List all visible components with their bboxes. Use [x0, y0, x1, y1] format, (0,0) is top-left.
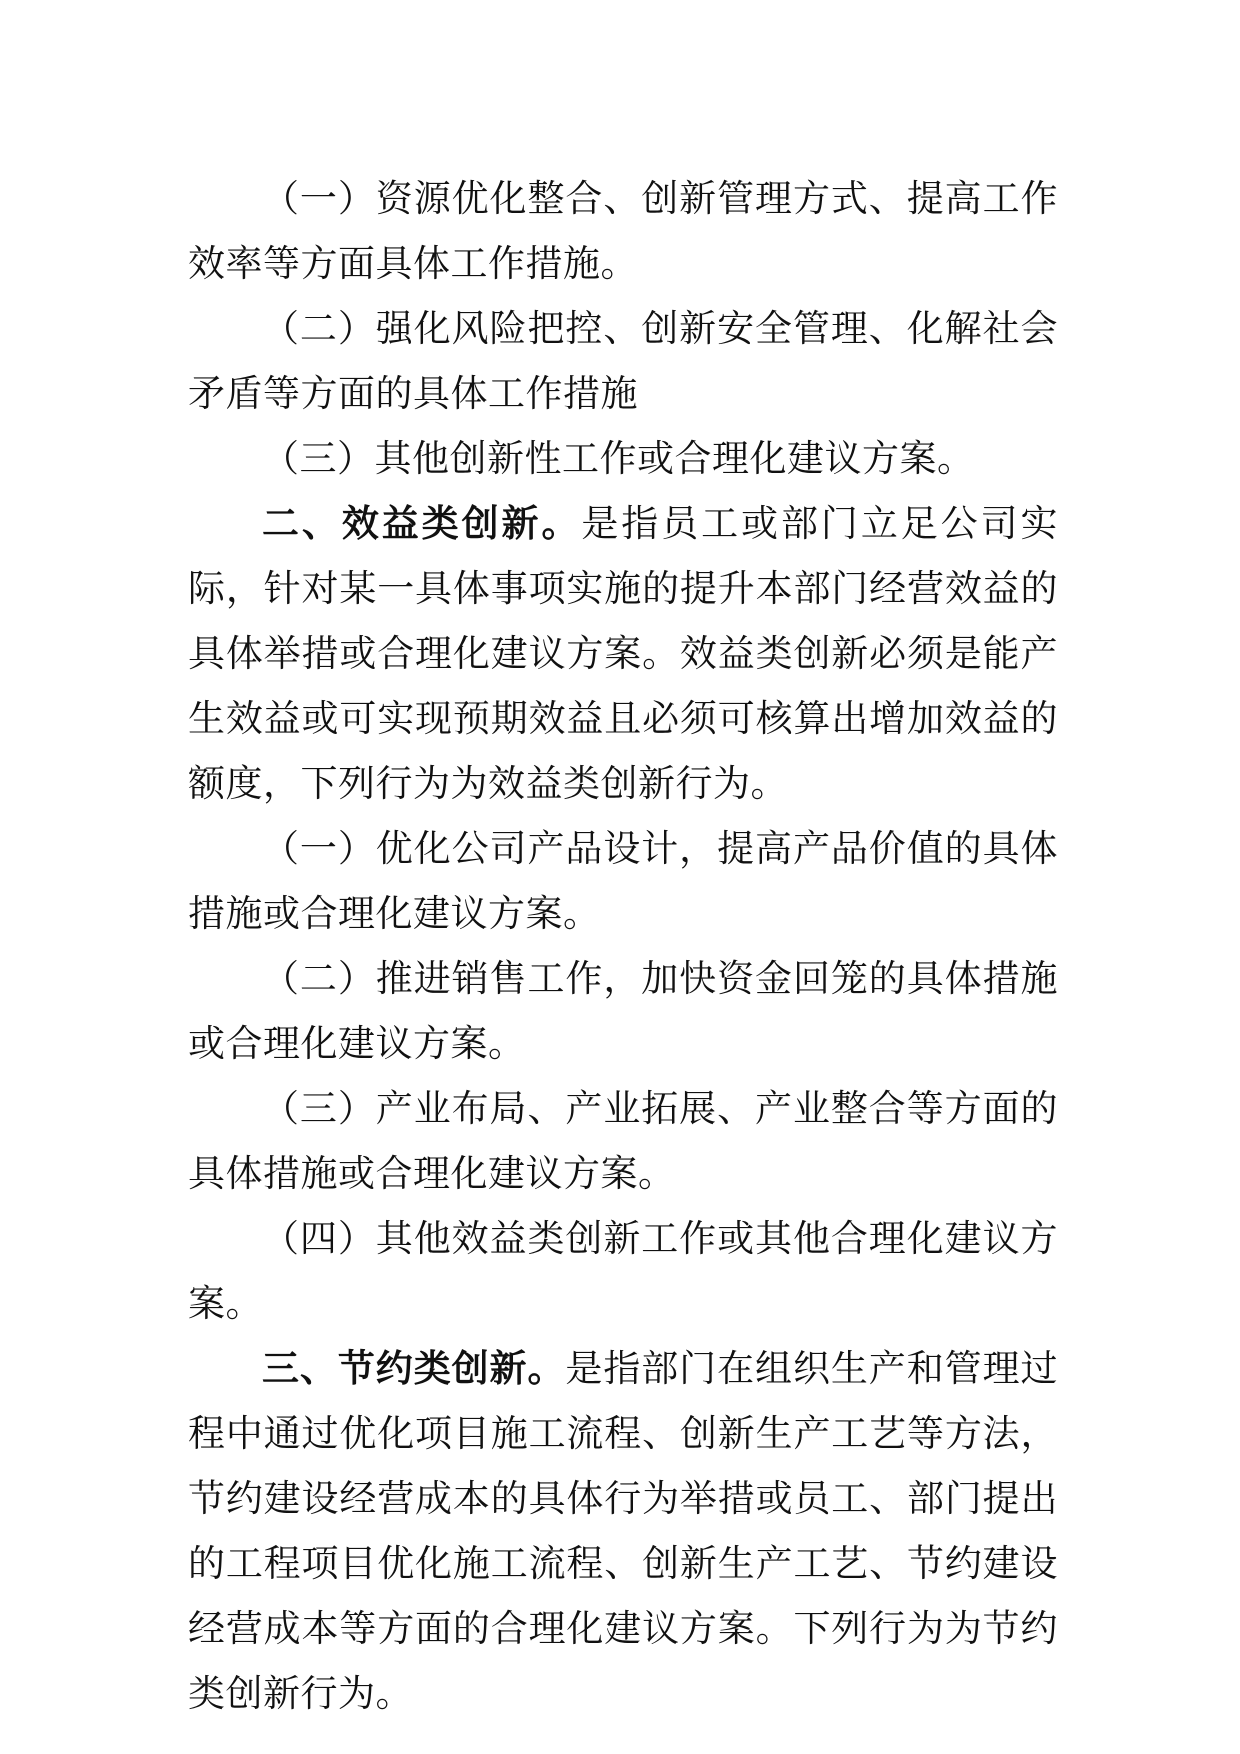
paragraph-text: （一）资源优化整合、创新管理方式、提高工作效率等方面具体工作措施。: [188, 177, 1058, 285]
paragraph-3: [188, 426, 1058, 491]
paragraph-text: （三）其他创新性工作或合理化建议方案。: [262, 437, 975, 480]
paragraph-5: [188, 816, 1058, 946]
paragraph-text: （四）其他效益类创新工作或其他合理化建议方案。: [188, 1217, 1058, 1325]
paragraph-2: [188, 296, 1058, 426]
section-saving-innovation: [188, 1336, 1058, 1726]
paragraph-text: 是指部门在组织生产和管理过程中通过优化项目施工流程、创新生产工艺等方法，节约建设经营成本的具体行为举措或员工、部门提出的工程项目优化施工流程、创新生产工艺、节约建设经营成本等方面的合理化建议方案。下列行为为节约类创新行为。: [188, 1347, 1059, 1715]
paragraph-text: （三）产业布局、产业拓展、产业整合等方面的具体措施或合理化建议方案。: [188, 1087, 1058, 1195]
section-heading: 三、节约类创新。: [262, 1347, 566, 1390]
paragraph-text: 是指员工或部门立足公司实际，针对某一具体事项实施的提升本部门经营效益的具体举措或合理化建议方案。效益类创新必须是能产生效益或可实现预期效益且必须可核算出增加效益的额度，下列行为为效益类创新行为。: [188, 502, 1059, 805]
paragraph-6: [188, 946, 1058, 1076]
paragraph-text: （二）强化风险把控、创新安全管理、化解社会矛盾等方面的具体工作措施: [188, 307, 1058, 415]
document-body: [188, 166, 1058, 1726]
paragraph-8: [188, 1206, 1058, 1336]
paragraph-text: （一）优化公司产品设计，提高产品价值的具体措施或合理化建议方案。: [188, 827, 1058, 935]
section-heading: 二、效益类创新。: [262, 502, 582, 545]
paragraph-7: [188, 1076, 1058, 1206]
section-benefit-innovation: [188, 491, 1058, 816]
paragraph-1: [188, 166, 1058, 296]
paragraph-text: （二）推进销售工作，加快资金回笼的具体措施或合理化建议方案。: [188, 957, 1058, 1065]
